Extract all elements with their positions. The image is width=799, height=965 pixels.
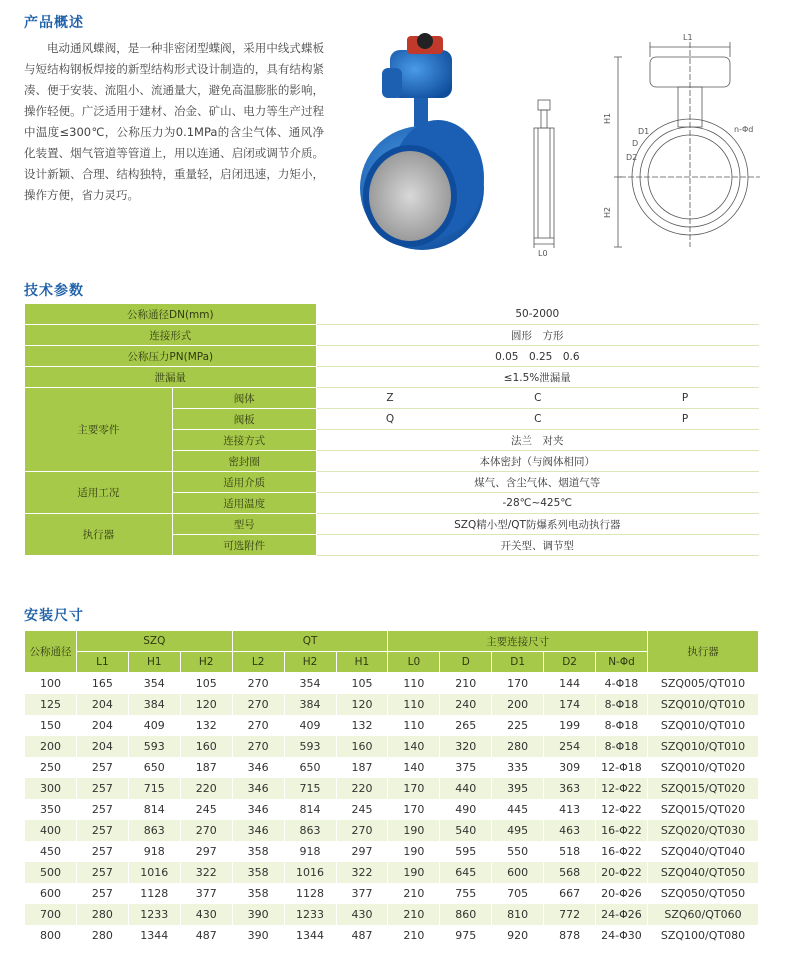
- subhead-cell: L0: [388, 652, 440, 673]
- dim-cell: 814: [284, 799, 336, 820]
- dim-cell: 346: [232, 778, 284, 799]
- dim-cell: 1128: [128, 883, 180, 904]
- dim-cell: 863: [284, 820, 336, 841]
- table-row: [25, 694, 759, 715]
- dim-cell: 918: [284, 841, 336, 862]
- dn-cell: 450: [25, 841, 77, 862]
- dim-cell: 568: [544, 862, 596, 883]
- dim-cell: 335: [492, 757, 544, 778]
- dim-cell: 358: [232, 883, 284, 904]
- dim-cell: 395: [492, 778, 544, 799]
- temp-value: -28℃~425℃: [316, 493, 758, 514]
- head-szq: SZQ: [76, 631, 232, 652]
- head-qt: QT: [232, 631, 388, 652]
- pn-label: 公称压力PN(MPa): [25, 346, 317, 367]
- dim-cell: 600: [492, 862, 544, 883]
- conn-value: 圆形 方形: [316, 325, 758, 346]
- overview-heading: 产品概述: [24, 15, 84, 31]
- acc-value: 开关型、调节型: [316, 535, 758, 556]
- dim-cell: 487: [180, 925, 232, 946]
- dim-cell: 920: [492, 925, 544, 946]
- parts-group: 主要零件: [25, 388, 173, 472]
- dim-cell: 265: [440, 715, 492, 736]
- dim-cell: 257: [76, 799, 128, 820]
- subhead-cell: H1: [128, 652, 180, 673]
- dim-cell: 280: [76, 904, 128, 925]
- dn-cell: 800: [25, 925, 77, 946]
- dim-cell: 210: [440, 673, 492, 694]
- dim-cell: 24-Φ26: [596, 904, 648, 925]
- dim-cell: 297: [180, 841, 232, 862]
- dim-cell: 257: [76, 820, 128, 841]
- dim-cell: 490: [440, 799, 492, 820]
- dim-cell: 772: [544, 904, 596, 925]
- dim-cell: 1233: [128, 904, 180, 925]
- actuator-cell: SZQ010/QT010: [647, 715, 758, 736]
- dim-cell: 309: [544, 757, 596, 778]
- dim-cell: 755: [440, 883, 492, 904]
- table-row: [25, 820, 759, 841]
- dim-cell: 322: [180, 862, 232, 883]
- dim-cell: 257: [76, 778, 128, 799]
- dim-cell: 650: [284, 757, 336, 778]
- label-d1: D1: [638, 127, 650, 136]
- dim-cell: 270: [232, 694, 284, 715]
- model-value: SZQ精小型/QT防爆系列电动执行器: [316, 514, 758, 535]
- dim-cell: 199: [544, 715, 596, 736]
- dn-cell: 100: [25, 673, 77, 694]
- temp-label: 适用温度: [172, 493, 316, 514]
- dim-cell: 24-Φ30: [596, 925, 648, 946]
- dim-cell: 430: [180, 904, 232, 925]
- actuator-cell: SZQ040/QT040: [647, 841, 758, 862]
- dim-cell: 140: [388, 736, 440, 757]
- dn-cell: 400: [25, 820, 77, 841]
- dim-cell: 384: [284, 694, 336, 715]
- dim-cell: 165: [76, 673, 128, 694]
- disc-q: Q: [316, 409, 464, 430]
- dim-cell: 375: [440, 757, 492, 778]
- leak-value: ≤1.5%泄漏量: [316, 367, 758, 388]
- dim-cell: 715: [284, 778, 336, 799]
- label-d2: D2: [626, 153, 638, 162]
- tech-table: [24, 303, 759, 556]
- dim-cell: 715: [128, 778, 180, 799]
- subhead-cell: H2: [284, 652, 336, 673]
- dim-cell: 4-Φ18: [596, 673, 648, 694]
- dim-cell: 210: [388, 904, 440, 925]
- actuator-cell: SZQ020/QT030: [647, 820, 758, 841]
- dim-cell: 20-Φ26: [596, 883, 648, 904]
- table-row: [25, 715, 759, 736]
- table-row: [25, 673, 759, 694]
- dim-cell: 190: [388, 820, 440, 841]
- dim-cell: 975: [440, 925, 492, 946]
- dim-cell: 358: [232, 862, 284, 883]
- dim-cell: 120: [180, 694, 232, 715]
- dim-cell: 354: [128, 673, 180, 694]
- dim-cell: 860: [440, 904, 492, 925]
- dims-table: [24, 630, 759, 946]
- label-nd: n-Φd: [734, 125, 754, 134]
- dim-cell: 346: [232, 799, 284, 820]
- disc-p: P: [612, 409, 759, 430]
- dn-cell: 150: [25, 715, 77, 736]
- table-row: [25, 883, 759, 904]
- dim-cell: 132: [336, 715, 388, 736]
- dim-cell: 105: [180, 673, 232, 694]
- subhead-cell: H2: [180, 652, 232, 673]
- subhead-cell: N-Φd: [596, 652, 648, 673]
- dim-cell: 12-Φ22: [596, 799, 648, 820]
- dim-cell: 210: [388, 925, 440, 946]
- dim-cell: 384: [128, 694, 180, 715]
- dn-cell: 125: [25, 694, 77, 715]
- table-row: [25, 736, 759, 757]
- conn-label: 连接形式: [25, 325, 317, 346]
- dim-cell: 270: [336, 820, 388, 841]
- dim-cell: 1344: [284, 925, 336, 946]
- dim-cell: 110: [388, 694, 440, 715]
- dim-cell: 593: [128, 736, 180, 757]
- dim-cell: 257: [76, 841, 128, 862]
- dim-cell: 12-Φ18: [596, 757, 648, 778]
- dim-cell: 170: [388, 799, 440, 820]
- dim-cell: 204: [76, 715, 128, 736]
- dim-cell: 8-Φ18: [596, 736, 648, 757]
- dims-heading: 安装尺寸: [24, 608, 84, 624]
- body-z: Z: [316, 388, 464, 409]
- dim-cell: 430: [336, 904, 388, 925]
- dim-cell: 8-Φ18: [596, 715, 648, 736]
- body-c: C: [464, 388, 612, 409]
- dim-cell: 363: [544, 778, 596, 799]
- dim-cell: 390: [232, 904, 284, 925]
- dn-cell: 200: [25, 736, 77, 757]
- dim-cell: 445: [492, 799, 544, 820]
- actuator-cell: SZQ015/QT020: [647, 799, 758, 820]
- dim-cell: 863: [128, 820, 180, 841]
- dn-cell: 300: [25, 778, 77, 799]
- dim-cell: 1128: [284, 883, 336, 904]
- head-main: 主要连接尺寸: [388, 631, 648, 652]
- dim-cell: 354: [284, 673, 336, 694]
- dim-cell: 220: [180, 778, 232, 799]
- dim-cell: 190: [388, 841, 440, 862]
- disc-c: C: [464, 409, 612, 430]
- dim-cell: 120: [336, 694, 388, 715]
- dim-cell: 12-Φ22: [596, 778, 648, 799]
- dim-cell: 518: [544, 841, 596, 862]
- actuator-cell: SZQ005/QT010: [647, 673, 758, 694]
- dim-cell: 132: [180, 715, 232, 736]
- dim-cell: 204: [76, 694, 128, 715]
- dim-cell: 409: [284, 715, 336, 736]
- dim-cell: 918: [128, 841, 180, 862]
- table-row: [25, 841, 759, 862]
- subhead-cell: H1: [336, 652, 388, 673]
- dim-cell: 270: [232, 715, 284, 736]
- dim-cell: 16-Φ22: [596, 841, 648, 862]
- dim-cell: 1233: [284, 904, 336, 925]
- actuator-cell: SZQ015/QT020: [647, 778, 758, 799]
- label-l0: L0: [538, 249, 548, 258]
- dim-cell: 878: [544, 925, 596, 946]
- table-row: [25, 778, 759, 799]
- dim-cell: 210: [388, 883, 440, 904]
- dim-cell: 667: [544, 883, 596, 904]
- overview-text: 电动通风蝶阀，是一种非密闭型蝶阀，采用中线式蝶板与短结构钢板焊接的新型结构形式设计制造的，具有结构紧凑、便于安装、流阻小、流通量大，避免高温膨胀的影响，操作轻便。广泛适用于建材、冶金、矿山、电力等生产过程中温度≤300℃，公称压力为0.1MPa的含尘气体、通风净化装置、烟气管道等管道上，用以连通、启闭或调节介质。设计新颖、合理、结构独特，重量轻，启闭迅速，力矩小，操作方便，省力灵巧。: [24, 41, 324, 202]
- dim-cell: 187: [180, 757, 232, 778]
- label-l1: L1: [683, 33, 693, 42]
- dim-cell: 814: [128, 799, 180, 820]
- body-p: P: [612, 388, 759, 409]
- body-label: 阀体: [172, 388, 316, 409]
- dim-cell: 200: [492, 694, 544, 715]
- subhead-cell: L1: [76, 652, 128, 673]
- dim-cell: 440: [440, 778, 492, 799]
- subhead-cell: D2: [544, 652, 596, 673]
- dn-cell: 250: [25, 757, 77, 778]
- dim-cell: 280: [76, 925, 128, 946]
- dim-cell: 322: [336, 862, 388, 883]
- dim-cell: 204: [76, 736, 128, 757]
- label-h1: H1: [603, 112, 612, 124]
- joint-value: 法兰 对夹: [316, 430, 758, 451]
- dn-cell: 350: [25, 799, 77, 820]
- seal-value: 本体密封（与阀体相同）: [316, 451, 758, 472]
- label-h2: H2: [603, 206, 612, 218]
- dim-cell: 220: [336, 778, 388, 799]
- dim-cell: 495: [492, 820, 544, 841]
- tech-heading: 技术参数: [24, 283, 84, 299]
- pn-value: 0.05 0.25 0.6: [316, 346, 758, 367]
- dim-cell: 550: [492, 841, 544, 862]
- dim-cell: 320: [440, 736, 492, 757]
- leak-label: 泄漏量: [25, 367, 317, 388]
- dim-cell: 174: [544, 694, 596, 715]
- dn-value: 50-2000: [316, 304, 758, 325]
- dimension-drawing: [520, 22, 780, 262]
- dim-cell: 8-Φ18: [596, 694, 648, 715]
- label-d: D: [632, 139, 639, 148]
- dim-cell: 105: [336, 673, 388, 694]
- subhead-cell: D: [440, 652, 492, 673]
- cond-group: 适用工况: [25, 472, 173, 514]
- dim-cell: 170: [492, 673, 544, 694]
- medium-value: 煤气、含尘气体、烟道气等: [316, 472, 758, 493]
- dim-cell: 190: [388, 862, 440, 883]
- dim-cell: 705: [492, 883, 544, 904]
- dim-cell: 650: [128, 757, 180, 778]
- seal-label: 密封圈: [172, 451, 316, 472]
- dn-cell: 600: [25, 883, 77, 904]
- dn-label: 公称通径DN(mm): [25, 304, 317, 325]
- dim-cell: 346: [232, 757, 284, 778]
- actuator-cell: SZQ010/QT010: [647, 736, 758, 757]
- actuator-cell: SZQ010/QT010: [647, 694, 758, 715]
- disc-label: 阀板: [172, 409, 316, 430]
- valve-photo: [352, 28, 512, 253]
- dim-cell: 160: [180, 736, 232, 757]
- subhead-cell: L2: [232, 652, 284, 673]
- actuator-cell: SZQ100/QT080: [647, 925, 758, 946]
- dim-cell: 297: [336, 841, 388, 862]
- dim-cell: 257: [76, 862, 128, 883]
- head-exec: 执行器: [647, 631, 758, 673]
- dim-cell: 110: [388, 715, 440, 736]
- dim-cell: 245: [180, 799, 232, 820]
- actuator-cell: SZQ010/QT020: [647, 757, 758, 778]
- dim-cell: 540: [440, 820, 492, 841]
- dim-cell: 1016: [284, 862, 336, 883]
- dim-cell: 593: [284, 736, 336, 757]
- dim-cell: 270: [232, 673, 284, 694]
- table-row: [25, 799, 759, 820]
- dim-cell: 187: [336, 757, 388, 778]
- dim-cell: 810: [492, 904, 544, 925]
- actuator-cell: SZQ050/QT050: [647, 883, 758, 904]
- dn-cell: 700: [25, 904, 77, 925]
- actuator-cell: SZQ040/QT050: [647, 862, 758, 883]
- dim-cell: 409: [128, 715, 180, 736]
- dim-cell: 257: [76, 757, 128, 778]
- dim-cell: 280: [492, 736, 544, 757]
- dn-cell: 500: [25, 862, 77, 883]
- dim-cell: 358: [232, 841, 284, 862]
- dim-cell: 160: [336, 736, 388, 757]
- table-row: [25, 904, 759, 925]
- model-label: 型号: [172, 514, 316, 535]
- dim-cell: 110: [388, 673, 440, 694]
- dim-cell: 240: [440, 694, 492, 715]
- dim-cell: 377: [336, 883, 388, 904]
- dim-cell: 257: [76, 883, 128, 904]
- table-row: [25, 757, 759, 778]
- table-row: [25, 862, 759, 883]
- head-dn: 公称通径: [25, 631, 77, 673]
- dim-cell: 1016: [128, 862, 180, 883]
- dim-cell: 20-Φ22: [596, 862, 648, 883]
- dim-cell: 463: [544, 820, 596, 841]
- dim-cell: 487: [336, 925, 388, 946]
- medium-label: 适用介质: [172, 472, 316, 493]
- actuator-cell: SZQ60/QT060: [647, 904, 758, 925]
- act-group: 执行器: [25, 514, 173, 556]
- dim-cell: 254: [544, 736, 596, 757]
- acc-label: 可选附件: [172, 535, 316, 556]
- dim-cell: 346: [232, 820, 284, 841]
- dim-cell: 225: [492, 715, 544, 736]
- table-row: [25, 925, 759, 946]
- dim-cell: 595: [440, 841, 492, 862]
- subhead-cell: D1: [492, 652, 544, 673]
- dim-cell: 16-Φ22: [596, 820, 648, 841]
- dim-cell: 377: [180, 883, 232, 904]
- dim-cell: 144: [544, 673, 596, 694]
- dim-cell: 270: [180, 820, 232, 841]
- joint-label: 连接方式: [172, 430, 316, 451]
- dim-cell: 1344: [128, 925, 180, 946]
- dim-cell: 245: [336, 799, 388, 820]
- dim-cell: 270: [232, 736, 284, 757]
- dim-cell: 413: [544, 799, 596, 820]
- dim-cell: 390: [232, 925, 284, 946]
- dim-cell: 140: [388, 757, 440, 778]
- dim-cell: 170: [388, 778, 440, 799]
- dim-cell: 645: [440, 862, 492, 883]
